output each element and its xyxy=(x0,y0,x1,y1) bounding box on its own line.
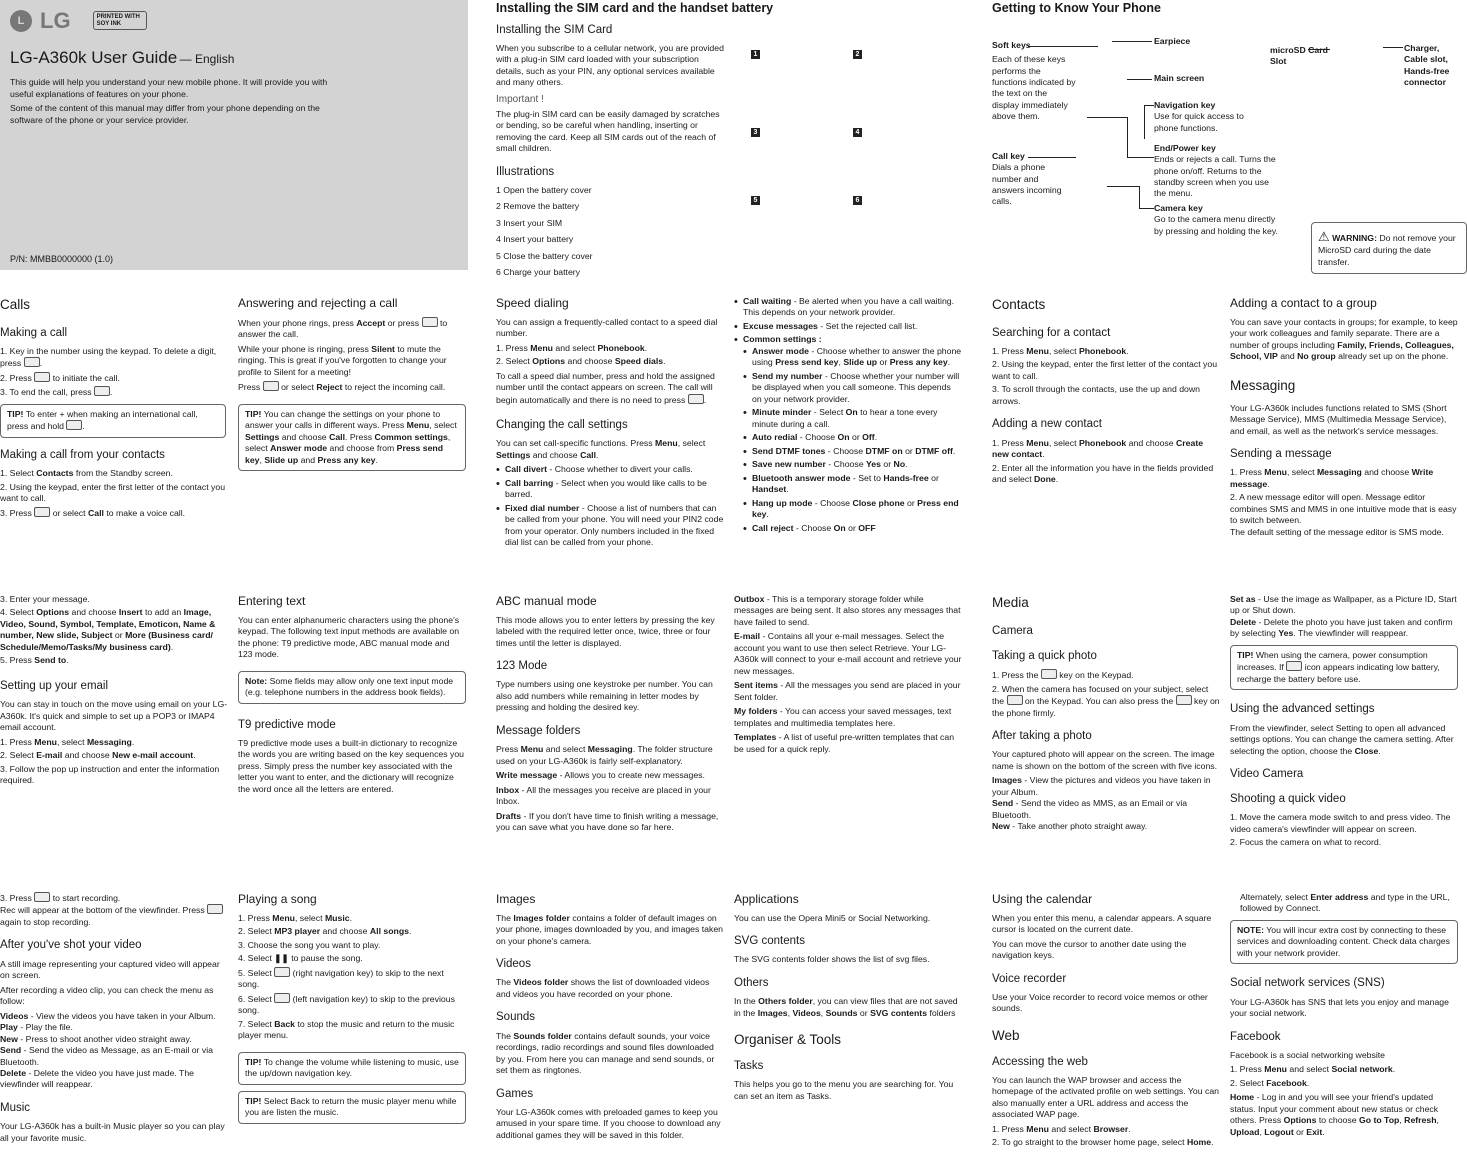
send-step-2: 2. A new message editor will open. Message editor combines SMS and MMS in one intuitive mode that is easy to switch between. The default setting of the message editor is SMS mode. xyxy=(1230,492,1457,537)
images-option: Images - View the pictures and videos you have taken in your Album. xyxy=(992,775,1211,797)
speed-p2: To call a speed dial number, press and hold the assigned number until the contact appears on screen. The call will begin automatically and there is no need to press . xyxy=(496,370,715,405)
save-number-item: • Save new number - Choose Yes or No. xyxy=(743,459,962,470)
search-step-1: 1. Press Menu, select Phonebook. xyxy=(992,345,1129,356)
after-photo-p1: Your captured photo will appear on the screen. The image name is shown on the bottom of the screen with five icons. xyxy=(992,749,1218,771)
speed-step-2: 2. Select Options and choose Speed dials. xyxy=(496,356,666,367)
low-battery-icon xyxy=(1286,661,1302,671)
sim-title: Installing the SIM card and the handset battery xyxy=(496,1,774,15)
sim-important: Important ! xyxy=(496,93,544,105)
accessing-web-title: Accessing the web xyxy=(992,1055,1088,1068)
send-number-item: • Send my number - Choose whether your number will be displayed when you call someone. This depends on your network provider. xyxy=(743,371,962,405)
email-step-2: 2. Select E-mail and choose New e-mail account. xyxy=(0,750,196,761)
sounds-p1: The Sounds folder contains default sounds, your voice recordings, radio recordings and sound files downloaded by you. From here you can manage and send sounds, or set them as ringtones. xyxy=(496,1030,715,1076)
web-title: Web xyxy=(992,1027,1020,1043)
mode-123-title: 123 Mode xyxy=(496,660,548,673)
send-key-icon xyxy=(688,394,704,404)
sns-panel xyxy=(1230,892,1458,1164)
search-contact-title: Searching for a contact xyxy=(992,326,1111,339)
warning-box: ⚠ WARNING: Do not remove your MicroSD card during the date transfer. xyxy=(1311,222,1467,274)
sent-items-item: Sent items - All the messages you send are placed in your Sent folder. xyxy=(734,680,961,702)
making-step-2: 2. Press to initiate the call. xyxy=(0,372,120,383)
minute-minder-item: • Minute minder - Select On to hear a tone every minute during a call. xyxy=(743,407,962,430)
playing-song-title: Playing a song xyxy=(238,892,317,906)
text-panel xyxy=(238,594,466,874)
call-barring-item: • Call barring - Select when you would like calls to be barred. xyxy=(496,478,724,501)
group-p1: You can save your contacts in groups; for example, to keep your work colleagues and family separate. There are a number of groups including Family, Friends, Colleagues, School, VIP and No group already set up on the phone. xyxy=(1230,316,1458,362)
entering-text-p1: You can enter alphanumeric characters using the phone's keypad. The following text input methods are available on the phone: T9 predictive mode, ABC manual mode and 123 mode. xyxy=(238,614,460,660)
calendar-p1: When you enter this menu, a calendar appears. A square cursor is located on the current date. xyxy=(992,912,1212,935)
fb-home-option: Home - Log in and you will see your friend's updated status. Input your comment about new status or check others. Press Options to choose Go to Top, Refresh, Upload, Logout or Exit. xyxy=(1230,1092,1439,1137)
camera-key-icon xyxy=(207,904,223,914)
after-photo-title: After taking a photo xyxy=(992,730,1092,743)
end-key-icon xyxy=(94,386,110,396)
microsd-label: microSD Card Slot xyxy=(1270,45,1328,67)
step-4: 4 Insert your battery xyxy=(496,234,574,245)
speed-step-1: 1. Press Menu and select Phonebook. xyxy=(496,342,648,353)
advanced-settings-p1: From the viewfinder, select Setting to open all advanced settings options. You can change the camera setting. After selecting the option, choose the Close. xyxy=(1230,722,1454,756)
cover-intro-2: Some of the content of this manual may differ from your phone depending on the software of the phone or your service provider. xyxy=(10,103,320,125)
illustration-steps xyxy=(496,185,726,279)
after-video-title: After you've shot your video xyxy=(0,939,142,952)
part-number: P/N: MMBB0000000 (1.0) xyxy=(10,254,114,264)
hang-up-item: • Hang up mode - Choose Close phone or Press end key. xyxy=(743,498,962,521)
media-panel xyxy=(992,594,1220,874)
fixed-dial-item: • Fixed dial number - Choose a list of numbers that can be called from your phone. You will need your PIN2 code from your operator. Only numbers included in the fixed dial list can be called from your phone. xyxy=(496,503,724,549)
call-reject-item: • Call reject - Choose On or OFF xyxy=(743,523,962,534)
back-tip: TIP! Select Back to return the music player menu while you are listen the music. xyxy=(238,1091,466,1124)
add-step-2: 2. Enter all the information you have in the fields provided and select Done. xyxy=(992,462,1214,485)
warning-icon: ⚠ xyxy=(1318,229,1330,244)
camera-key-label: Camera key Go to the camera menu directly by pressing and holding the key. xyxy=(1154,203,1278,236)
photo-step-1: 1. Press the key on the Keypad. xyxy=(992,670,1134,681)
shoot-video-title: Shooting a quick video xyxy=(1230,793,1346,806)
enter-address-p: Alternately, select Enter address and type in the URL, followed by Connect. xyxy=(1240,892,1450,914)
delete-option: Delete - Delete the photo you have just taken and confirm by selecting Yes. The viewfinder will reappear. xyxy=(1230,616,1453,639)
main-screen-label: Main screen xyxy=(1154,73,1205,83)
add-step-1: 1. Press Menu, select Phonebook and choose Create new contact. xyxy=(992,437,1204,460)
song-step-4: 4. Select ❚❚ to pause the song. xyxy=(238,953,363,964)
others-p1: In the Others folder, you can view files that are not saved in the Images, Videos, Sounds or SVG contents folders xyxy=(734,996,958,1018)
images-panel xyxy=(496,892,724,1164)
folders2-panel xyxy=(734,594,962,874)
email-step-1: 1. Press Menu, select Messaging. xyxy=(0,736,135,747)
step-2: 2 Remove the battery xyxy=(496,201,580,212)
after-video-p1: A still image representing your captured video will appear on screen. xyxy=(0,958,220,981)
intl-call-tip: TIP! To enter + when making an international call, press and hold . xyxy=(0,404,226,438)
cover-content xyxy=(10,6,460,268)
answer-tip: TIP! You can change the settings on your phone to answer your calls in different ways. Press Menu, select Settings and choose Call. Press Common settings, select Answer mode and choose from Press send key, Slide up and Press any key. xyxy=(238,404,466,471)
email-folder-item: E-mail - Contains all your e-mail messages. Select the account you want to use then select Retrieve. Your LG-A360k will connect to your e-mail account and retrieve your new messages. xyxy=(734,631,962,676)
charger-label: Charger, Cable slot, Hands-free connector xyxy=(1404,43,1450,87)
sim-subtitle: Installing the SIM Card xyxy=(496,23,613,36)
right-nav-key-icon xyxy=(274,967,290,977)
song-step-1: 1. Press Menu, select Music. xyxy=(238,912,352,923)
send-message-title: Sending a message xyxy=(1230,448,1332,461)
sim-body: When you subscribe to a cellular network, you are provided with a plug-in SIM card loaded with your subscription details, such as your PIN, any optional services available and many others. xyxy=(496,42,724,88)
speed-p1: You can assign a frequently-called contact to a speed dial number. xyxy=(496,316,718,339)
after-video-p2: After recording a video clip, you can check the menu as follow: xyxy=(0,984,214,1007)
camera-key-icon xyxy=(34,892,50,902)
applications-title: Applications xyxy=(734,892,799,906)
sns-title: Social network services (SNS) xyxy=(1230,977,1385,990)
illustration-badge-1: 1 xyxy=(751,50,760,59)
advanced-settings-title: Using the advanced settings xyxy=(1230,703,1375,716)
video-camera-title: Video Camera xyxy=(1230,768,1304,781)
soy-ink-badge: PRINTED WITH SOY INK xyxy=(93,11,147,30)
inbox-item: Inbox - All the messages you receive are placed in your Inbox. xyxy=(496,784,711,807)
camera-key-icon xyxy=(1176,695,1192,705)
search-step-3: 3. To scroll through the contacts, use the up and down arrows. xyxy=(992,384,1200,406)
answer-p1: When your phone rings, press Accept or press to answer the call. xyxy=(238,317,448,340)
new-option: New - Take another photo straight away. xyxy=(992,821,1148,832)
write-message-item: Write message - Allows you to create new messages. xyxy=(496,770,705,781)
videos-title: Videos xyxy=(496,958,531,971)
photo-step-2: 2. When the camera has focused on your subject, select the on the Keypad. You can also press the key on the phone firmly. xyxy=(992,683,1220,718)
send-key-icon xyxy=(34,372,50,382)
answer-p2: While your phone is ringing, press Silent to mute the ringing. This is great if you've forgotten to change your profile to Silent for a meeting! xyxy=(238,343,447,377)
images-p1: The Images folder contains a folder of default images on your phone, images downloaded by you, and images taken on your phone's camera. xyxy=(496,912,723,946)
organiser-title: Organiser & Tools xyxy=(734,1032,842,1048)
abc-p1: This mode allows you to enter letters by pressing the key labeled with the required letter once, twice, three or four times until the letter is displayed. xyxy=(496,614,715,648)
delete-video-option: Delete - Delete the video you have just made. The viewfinder will reappear. xyxy=(0,1067,194,1090)
call-key-label: Call key Dials a phone number and answers incoming calls. xyxy=(992,151,1062,207)
illustration-badge-6: 6 xyxy=(853,196,862,205)
play-option: Play - Play the file. xyxy=(0,1022,73,1033)
email-step-3: 3. Follow the pop up instruction and enter the information required. xyxy=(0,763,220,785)
templates-item: Templates - A list of useful pre-written templates that can be used for a quick reply. xyxy=(734,732,955,754)
contacts-step-2: 2. Using the keypad, enter the first letter of the contact you want to call. xyxy=(0,481,226,504)
sim-panel xyxy=(496,0,966,278)
email-p1: You can stay in touch on the move using email on your LG-A360k. It's quick and simple to set up a POP3 or IMAP4 email account. xyxy=(0,699,228,733)
song-panel xyxy=(238,892,466,1164)
change-settings-p1: You can set call-specific functions. Press Menu, select Settings and choose Call. xyxy=(496,438,706,460)
know-title: Getting to Know Your Phone xyxy=(992,1,1161,15)
pause-icon: ❚❚ xyxy=(274,953,289,964)
tasks-title: Tasks xyxy=(734,1059,764,1072)
guide-language: — English xyxy=(179,52,235,67)
cost-note: NOTE: You will incur extra cost by connecting to these services and downloading content. Check data charges with your network provider. xyxy=(1230,920,1458,964)
call-waiting-item: • Call waiting - Be alerted when you have a call waiting. This depends on your network provider. xyxy=(734,296,962,319)
ok-key-icon xyxy=(1007,695,1023,705)
guide-title: LG-A360k User Guide xyxy=(10,48,178,68)
contacts-panel xyxy=(992,296,1220,571)
lg-logo-icon: L xyxy=(10,10,32,32)
calendar-title: Using the calendar xyxy=(992,892,1093,906)
camera2-panel xyxy=(1230,594,1458,874)
calls-title: Calls xyxy=(0,297,31,312)
search-step-2: 2. Using the keypad, enter the first letter of the contact you want to call. xyxy=(992,359,1218,381)
clear-key-icon xyxy=(24,357,40,367)
images-title: Images xyxy=(496,892,536,906)
media-title: Media xyxy=(992,595,1029,610)
videos-p1: The Videos folder shows the list of downloaded videos and videos you have recorded on your phone. xyxy=(496,977,710,999)
new-video-option: New - Press to shoot another video straight away. xyxy=(0,1033,192,1044)
msg-step-5: 5. Press Send to. xyxy=(0,655,69,666)
end-key-label: End/Power key Ends or rejects a call. Turns the phone on/off. Returns to the standby screen when you use the menu. xyxy=(1154,143,1276,199)
know-panel xyxy=(992,0,1460,272)
entering-text-title: Entering text xyxy=(238,594,306,608)
voice-recorder-p1: Use your Voice recorder to record voice memos or other sounds. xyxy=(992,991,1208,1014)
fb-step-2: 2. Select Facebook. xyxy=(1230,1077,1310,1088)
step-5: 5 Close the battery cover xyxy=(496,250,593,261)
brand-name: LG xyxy=(40,8,71,33)
speed-panel xyxy=(496,296,724,571)
mode-123-p1: Type numbers using one keystroke per number. You can also add numbers while remaining in letter modes by pressing and holding the desired key. xyxy=(496,679,713,713)
games-p1: Your LG-A360k comes with preloaded games to keep you amused in your spare time. If you choose to download any additional games they will be saved in this folder. xyxy=(496,1106,721,1140)
web-step-2: 2. To go straight to the browser home page, select Home. xyxy=(992,1137,1214,1148)
contacts-step-3: 3. Press or select Call to make a voice call. xyxy=(0,507,186,518)
others-title: Others xyxy=(734,976,769,989)
messaging-p1: Your LG-A360k includes functions related to SMS (Short Message Service), MMS (Multimedia Message Service), and email, as well as the network's service messages. xyxy=(1230,402,1447,436)
send-option: Send - Send the video as MMS, as an Email or via Bluetooth. xyxy=(992,798,1188,820)
song-step-3: 3. Choose the song you want to play. xyxy=(238,939,381,950)
abc-panel xyxy=(496,594,726,874)
abc-title: ABC manual mode xyxy=(496,594,597,608)
left-nav-key-icon xyxy=(274,993,290,1003)
video-step-3: 3. Press to start recording. xyxy=(0,893,121,903)
contacts-title: Contacts xyxy=(992,297,1046,312)
msg-step-4: 4. Select Options and choose Insert to add an Image, Video, Sound, Symbol, Template, Emoticon, Name & number, New slide, Subject or More (Business card/ Schedule/Memo/Tasks/My business card). xyxy=(0,607,216,652)
call-divert-item: • Call divert - Choose whether to divert your calls. xyxy=(496,464,724,475)
making-step-3: 3. To end the call, press . xyxy=(0,387,113,398)
send-key-icon xyxy=(422,317,438,327)
t9-p1: T9 predictive mode uses a built-in dictionary to recognize the words you are writing based on the key sequences you press. Simply press the number key associated with the letter you want to enter, and the dictionary will recognize the word once all the letters are entered. xyxy=(238,737,465,794)
svg-title: SVG contents xyxy=(734,935,805,948)
t9-title: T9 predictive mode xyxy=(238,718,336,731)
song-step-2: 2. Select MP3 player and choose All songs. xyxy=(238,926,412,937)
send-video-option: Send - Send the video as Message, as an E-mail or via Bluetooth. xyxy=(0,1045,213,1067)
facebook-p1: Facebook is a social networking website xyxy=(1230,1049,1386,1060)
speed-title: Speed dialing xyxy=(496,296,569,310)
email-title: Setting up your email xyxy=(0,679,109,692)
voice-recorder-title: Voice recorder xyxy=(992,972,1067,985)
group-title: Adding a contact to a group xyxy=(1230,296,1377,310)
quick-photo-title: Taking a quick photo xyxy=(992,649,1097,662)
sim-important-body: The plug-in SIM card can be easily damaged by scratches or bending, so be careful when handling, inserting or removing the card. Keep all SIM cards out of the reach of small children. xyxy=(496,108,720,154)
my-folders-item: My folders - You can access your saved messages, text templates and multimedia templates here. xyxy=(734,706,952,728)
folders-title: Message folders xyxy=(496,724,581,737)
answer-mode-item: • Answer mode - Choose whether to answer the phone using Press send key, Slide up or Press any key. xyxy=(743,346,962,369)
msgcont-panel xyxy=(0,594,228,874)
sounds-title: Sounds xyxy=(496,1011,536,1024)
navigation-key-label: Navigation key Use for quick access to phone functions. xyxy=(1154,100,1244,133)
videos-option: Videos - View the videos you have taken in your Album. xyxy=(0,1010,216,1021)
apps-panel xyxy=(734,892,962,1164)
accessing-web-p1: You can launch the WAP browser and access the homepage of the activated profile on web settings. You can also manually enter a URL address and access the associated WAP page. xyxy=(992,1074,1219,1120)
making-call-title: Making a call xyxy=(0,326,68,339)
web-step-1: 1. Press Menu and select Browser. xyxy=(992,1123,1131,1134)
illustration-badge-4: 4 xyxy=(853,128,862,137)
volume-tip: TIP! To change the volume while listening to music, use the up/down navigation key. xyxy=(238,1052,466,1085)
dtmf-item: • Send DTMF tones - Choose DTMF on or DTMF off. xyxy=(743,446,962,457)
drafts-item: Drafts - If you don't have time to finish writing a message, you can save what you have done so far here. xyxy=(496,810,719,832)
sns-p1: Your LG-A360k has SNS that lets you enjoy and manage your social network. xyxy=(1230,996,1449,1019)
battery-tip: TIP! When using the camera, power consumption increases. If icon appears indicating low battery, recharge the battery before use. xyxy=(1230,645,1458,690)
camera-title: Camera xyxy=(992,624,1033,637)
illustration-badge-5: 5 xyxy=(751,196,760,205)
illustrations-title: Illustrations xyxy=(496,165,555,178)
excuse-item: • Excuse messages - Set the rejected call list. xyxy=(734,321,962,332)
song-step-5: 5. Select (right navigation key) to skip to the next song. xyxy=(238,967,444,990)
video-step-2: 2. Focus the camera on what to record. xyxy=(1230,837,1382,848)
video-step-1: 1. Move the camera mode switch to and press video. The video camera's viewfinder will appear on screen. xyxy=(1230,812,1451,834)
illustration-badge-3: 3 xyxy=(751,128,760,137)
song-step-6: 6. Select (left navigation key) to skip to the previous song. xyxy=(238,993,455,1016)
send-step-1: 1. Press Menu, select Messaging and choose Write message. xyxy=(1230,467,1434,489)
step-3: 3 Insert your SIM xyxy=(496,217,563,228)
games-title: Games xyxy=(496,1087,534,1100)
add-contact-title: Adding a new contact xyxy=(992,418,1102,431)
camera-key-icon xyxy=(1041,669,1057,679)
common-settings-item: • Common settings : • Answer mode - Choose whether to answer the phone using Press send key, Slide up or Press any key. • Send my number - Choose whether your number will be displayed when you call someone. This depends on your network provider. • Minute minder - Select On to hear a tone every minute during a call. • Auto redial - Choose On or Off. • Send DTMF tones - Choose DTMF on or DTMF off. • Save new number - Choose Yes or No. • Bluetooth answer mode - Set to Hands-free or Handset. • Hang up mode - Choose Close phone or Press end key. • Call reject - Choose On or OFF xyxy=(734,334,962,534)
contacts-step-1: 1. Select Contacts from the Standby screen. xyxy=(0,468,173,479)
step-1: 1 Open the battery cover xyxy=(496,184,592,195)
calendar-p2: You can move the cursor to another date using the navigation keys. xyxy=(992,938,1187,961)
bluetooth-answer-item: • Bluetooth answer mode - Set to Hands-free or Handset. xyxy=(743,473,962,496)
answer-p3: Press or select Reject to reject the incoming call. xyxy=(238,382,446,393)
answer-title: Answering and rejecting a call xyxy=(238,296,398,310)
send-key-icon xyxy=(34,507,50,517)
music-title: Music xyxy=(0,1101,31,1114)
messaging-title: Messaging xyxy=(1230,377,1296,393)
calls-panel xyxy=(0,296,226,571)
folders-p1: Press Menu and select Messaging. The folder structure used on your LG-A360k is fairly self-explanatory. xyxy=(496,744,713,766)
cover-intro-1: This guide will help you understand your new mobile phone. It will provide you with useful explanations of features on your phone. xyxy=(10,77,328,99)
illustration-badge-2: 2 xyxy=(853,50,862,59)
msg-step-3: 3. Enter your message. xyxy=(0,594,90,604)
fb-step-1: 1. Press Menu and select Social network. xyxy=(1230,1064,1396,1075)
group-panel xyxy=(1230,296,1458,571)
auto-redial-item: • Auto redial - Choose On or Off. xyxy=(743,432,962,443)
change-settings-title: Changing the call settings xyxy=(496,419,628,432)
tasks-p1: This helps you go to the menu you are searching for. You can set an item as Tasks. xyxy=(734,1079,954,1101)
applications-p1: You can use the Opera Mini5 or Social Networking. xyxy=(734,912,931,923)
zero-key-icon xyxy=(66,420,82,430)
call-from-contacts-title: Making a call from your contacts xyxy=(0,448,165,461)
svg-p1: The SVG contents folder shows the list of svg files. xyxy=(734,954,930,965)
song-step-7: 7. Select Back to stop the music and return to the music player menu. xyxy=(238,1018,455,1041)
earpiece-label: Earpiece xyxy=(1154,36,1191,46)
facebook-title: Facebook xyxy=(1230,1030,1281,1043)
rec-note: Rec will appear at the bottom of the viewfinder. Press again to stop recording. xyxy=(0,904,228,928)
music-p1: Your LG-A360k has a built-in Music player so you can play all your favorite music. xyxy=(0,1121,225,1143)
making-step-1: 1. Key in the number using the keypad. To delete a digit, press . xyxy=(0,345,217,369)
set-as-option: Set as - Use the image as Wallpaper, as a Picture ID, Start up or Shut down. xyxy=(1230,594,1457,616)
step-6: 6 Charge your battery xyxy=(496,267,581,278)
text-note: Note: Some fields may allow only one text input mode (e.g. telephone numbers in the address book fields). xyxy=(238,671,466,704)
answer-panel xyxy=(238,296,466,571)
end-key-icon xyxy=(263,381,279,391)
calendar-panel xyxy=(992,892,1220,1164)
callset-panel xyxy=(734,296,962,571)
outbox-item: Outbox - This is a temporary storage folder while messages are being sent. It also stores any messages that have failed to send. xyxy=(734,594,961,627)
soft-keys-label: Soft keys Each of these keys performs the functions indicated by the text on the display immediately above them. xyxy=(992,40,1076,121)
video-panel xyxy=(0,892,228,1164)
